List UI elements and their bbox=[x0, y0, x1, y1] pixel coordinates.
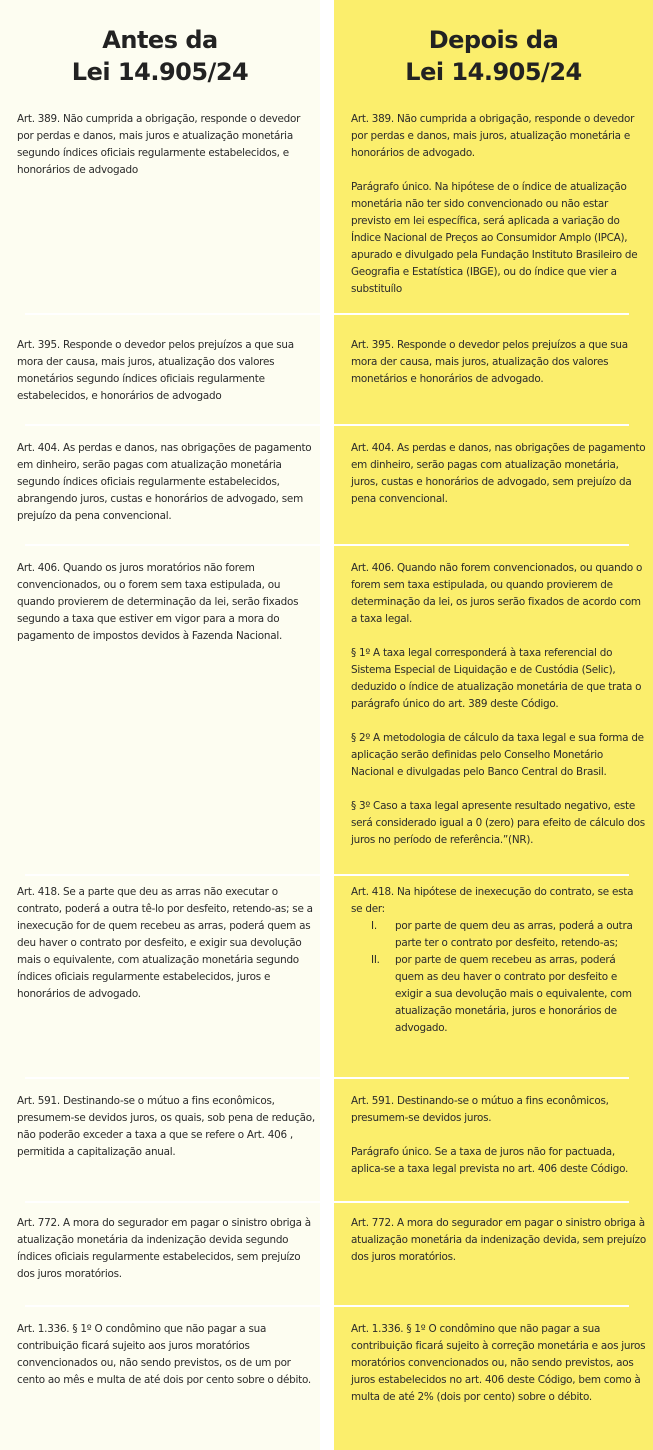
paragraph-text: Parágrafo único. Na hipótese de o índice de atualização monetária não ter sido convencionado ou não estar previsto em lei específica, será aplicada a variação do Índice Nacional de Preços ao Consumidor Amplo (IPCA), apurado e divulgado pela Fundação Instituto Brasileiro de Geografia e Estatística (IBGE), ou do índice que vier a substituílo bbox=[351, 181, 638, 295]
row-separator bbox=[334, 424, 629, 426]
row-separator bbox=[334, 874, 629, 876]
article-text: Art. 418. Na hipótese de inexecução do contrato, se esta se der: bbox=[351, 886, 634, 915]
article-text: Art. 772. A mora do segurador em pagar o sinistro obriga à atualização monetária da indenização devida segundo índices oficiais regularmente estabelecidos, sem prejuízo dos juros moratórios. bbox=[17, 1217, 311, 1280]
before-art-404 bbox=[17, 440, 317, 525]
row-separator bbox=[25, 1077, 320, 1079]
after-art-389 bbox=[351, 111, 647, 298]
article-text: Art. 1.336. § 1º O condômino que não pagar a sua contribuição ficará sujeito aos juros moratórios convencionados ou, não sendo previstos, os de um por cento ao mês e multa de até dois por cento sobre o débito. bbox=[17, 1323, 311, 1386]
list-number: I. bbox=[371, 920, 377, 932]
after-heading-line1: Depois da bbox=[428, 26, 559, 54]
before-art-1336 bbox=[17, 1321, 317, 1389]
after-art-404 bbox=[351, 440, 647, 508]
before-art-395 bbox=[17, 337, 317, 405]
article-text: Art. 389. Não cumprida a obrigação, responde o devedor por perdas e danos, mais juros e atualização monetária segundo índices oficiais regularmente estabelecidos, e honorários de advogado bbox=[17, 113, 301, 176]
article-text: Art. 418. Se a parte que deu as arras não executar o contrato, poderá a outra tê-lo por desfeito, retendo-as; se a inexecução for de quem recebeu as arras, poderá quem as deu haver o contrato por desfeito, e exigir sua devolução mais o equivalente, com atualização monetária segundo índices oficiais regularmente estabelecidos, juros e honorários de advogado. bbox=[17, 886, 313, 1000]
list-text: por parte de quem deu as arras, poderá a outra parte ter o contrato por desfeito, retendo-as; bbox=[395, 920, 633, 949]
list-item bbox=[351, 918, 647, 952]
after-art-395 bbox=[351, 337, 647, 388]
before-art-772 bbox=[17, 1215, 317, 1283]
article-text: Art. 591. Destinando-se o mútuo a fins econômicos, presumem-se devidos juros. bbox=[351, 1095, 609, 1124]
after-heading bbox=[334, 24, 653, 88]
before-heading-line2: Lei 14.905/24 bbox=[71, 58, 249, 86]
after-art-418 bbox=[351, 884, 647, 1037]
row-separator bbox=[25, 313, 320, 315]
paragraph-text: § 1º A taxa legal corresponderá à taxa referencial do Sistema Especial de Liquidação e de Custódia (Selic), deduzido o índice de atualização monetária de que trata o parágrafo único do art. 389 deste Código. bbox=[351, 647, 642, 710]
article-text: Art. 772. A mora do segurador em pagar o sinistro obriga à atualização monetária da indenização devida, sem prejuízo dos juros moratórios. bbox=[351, 1217, 646, 1263]
after-art-1336 bbox=[351, 1321, 647, 1406]
article-text: Art. 395. Responde o devedor pelos prejuízos a que sua mora der causa, mais juros, atualização dos valores monetários segundo índices oficiais regularmente estabelecidos, e honorários de advogado bbox=[17, 339, 294, 402]
after-art-772 bbox=[351, 1215, 647, 1266]
article-text: Art. 395. Responde o devedor pelos prejuízos a que sua mora der causa, mais juros, atualização dos valores monetários e honorários de advogado. bbox=[351, 339, 628, 385]
row-separator bbox=[25, 1305, 320, 1307]
row-separator bbox=[25, 874, 320, 876]
paragraph-text: § 2º A metodologia de cálculo da taxa legal e sua forma de aplicação serão definidas pelo Conselho Monetário Nacional e divulgadas pelo Banco Central do Brasil. bbox=[351, 732, 644, 778]
paragraph-text: § 3º Caso a taxa legal apresente resultado negativo, este será considerado igual a 0 (zero) para efeito de cálculo dos juros no período de referência.”(NR). bbox=[351, 800, 645, 846]
after-art-591 bbox=[351, 1093, 647, 1178]
roman-list bbox=[351, 918, 647, 1037]
list-item bbox=[351, 952, 647, 1037]
article-text: Art. 404. As perdas e danos, nas obrigações de pagamento em dinheiro, serão pagas com atualização monetária segundo índices oficiais regularmente estabelecidos, abrangendo juros, custas e honorários de advogado, sem prejuízo da pena convencional. bbox=[17, 442, 312, 522]
row-separator bbox=[25, 544, 320, 546]
article-text: Art. 406. Quando não forem convencionados, ou quando o forem sem taxa estipulada, ou quando provierem de determinação da lei, os juros serão fixados de acordo com a taxa legal. bbox=[351, 562, 643, 625]
before-heading bbox=[0, 24, 320, 88]
article-text: Art. 389. Não cumprida a obrigação, responde o devedor por perdas e danos, mais juros, atualização monetária e honorários de advogado. bbox=[351, 113, 635, 159]
row-separator bbox=[334, 313, 629, 315]
row-separator bbox=[25, 424, 320, 426]
list-text: por parte de quem recebeu as arras, poderá quem as deu haver o contrato por desfeito e exigir a sua devolução mais o equivalente, com atualização monetária, juros e honorários de advogado. bbox=[395, 954, 632, 1034]
before-art-591 bbox=[17, 1093, 317, 1161]
before-art-406 bbox=[17, 560, 317, 645]
article-text: Art. 406. Quando os juros moratórios não forem convencionados, ou o forem sem taxa estipulada, ou quando provierem de determinação da lei, serão fixados segundo a taxa que estiver em vigor para a mora do pagamento de impostos devidos à Fazenda Nacional. bbox=[17, 562, 299, 642]
row-separator bbox=[25, 1201, 320, 1203]
before-column bbox=[0, 0, 320, 1450]
before-heading-line1: Antes da bbox=[102, 26, 218, 54]
article-text: Art. 404. As perdas e danos, nas obrigações de pagamento em dinheiro, serão pagas com atualização monetária, juros, custas e honorários de advogado, sem prejuízo da pena convencional. bbox=[351, 442, 646, 505]
after-heading-line2: Lei 14.905/24 bbox=[405, 58, 582, 86]
article-text: Art. 1.336. § 1º O condômino que não pagar a sua contribuição ficará sujeito à correção monetária e aos juros moratórios convencionados ou, não sendo previstos, aos juros estabelecidos no art. 406 deste Código, bem como à multa de até 2% (dois por cento) sobre o débito. bbox=[351, 1323, 646, 1403]
row-separator bbox=[334, 1077, 629, 1079]
article-text: Art. 591. Destinando-se o mútuo a fins econômicos, presumem-se devidos juros, os quais, sob pena de redução, não poderão exceder a taxa a que se refere o Art. 406 , permitida a capitalização anual. bbox=[17, 1095, 315, 1158]
paragraph-text: Parágrafo único. Se a taxa de juros não for pactuada, aplica-se a taxa legal prevista no art. 406 deste Código. bbox=[351, 1146, 629, 1175]
row-separator bbox=[334, 544, 629, 546]
row-separator bbox=[334, 1201, 629, 1203]
after-column bbox=[334, 0, 653, 1450]
after-art-406 bbox=[351, 560, 647, 849]
list-number: II. bbox=[371, 954, 380, 966]
before-art-418 bbox=[17, 884, 317, 1003]
before-art-389 bbox=[17, 111, 317, 179]
row-separator bbox=[334, 1305, 629, 1307]
